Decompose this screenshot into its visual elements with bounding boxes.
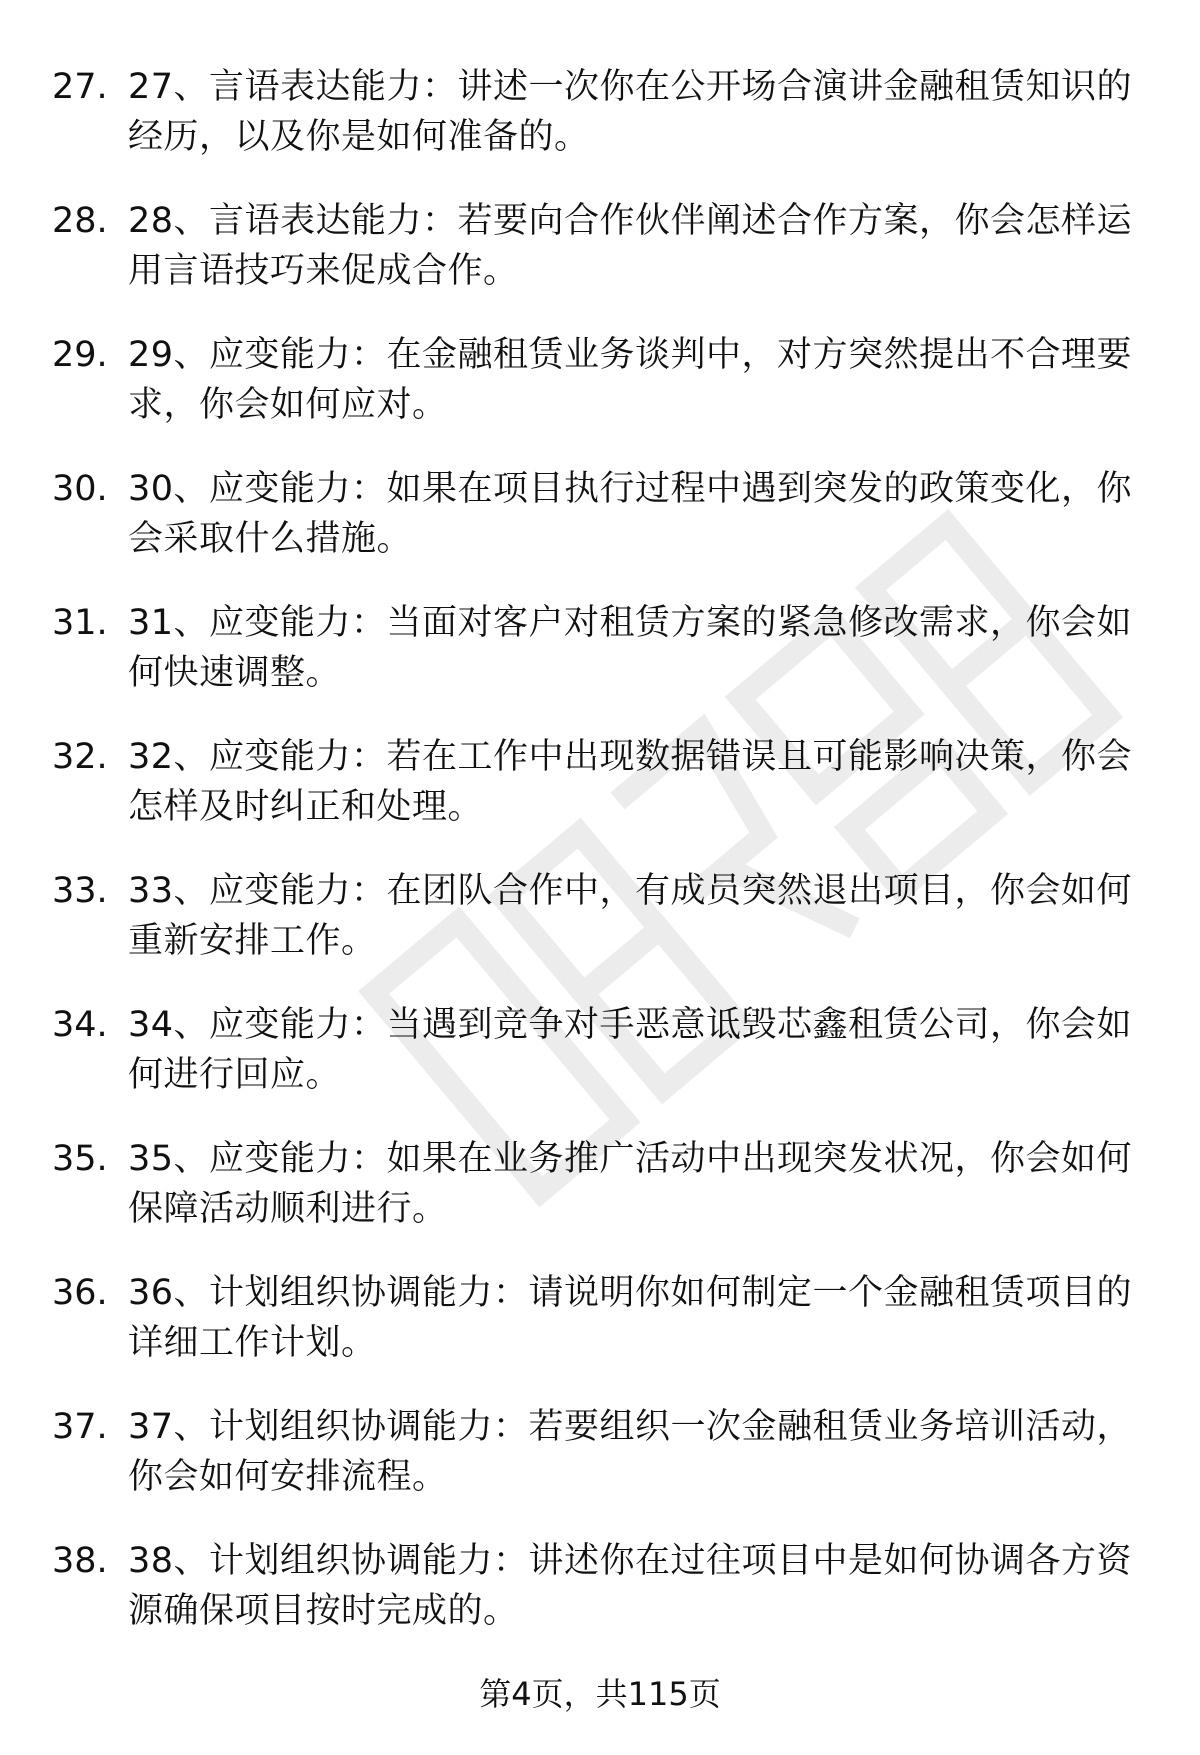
question-text: 34、应变能力：当遇到竞争对手恶意诋毁芯鑫租赁公司，你会如何进行回应。	[128, 1005, 1133, 1095]
question-item	[52, 62, 1152, 162]
question-number: 38.	[52, 1541, 108, 1581]
question-number: 35.	[52, 1139, 108, 1179]
question-number: 31.	[52, 603, 108, 643]
question-number: 28.	[52, 201, 108, 241]
question-number: 34.	[52, 1005, 108, 1045]
page-number-footer: 第4页，共115页	[479, 1675, 721, 1713]
question-item	[52, 1134, 1152, 1234]
question-text: 36、计划组织协调能力：请说明你如何制定一个金融租赁项目的详细工作计划。	[128, 1273, 1133, 1363]
question-item	[52, 866, 1152, 966]
question-list	[52, 62, 1152, 1670]
question-item	[52, 196, 1152, 296]
question-number: 29.	[52, 335, 108, 375]
question-number: 30.	[52, 469, 108, 509]
question-text: 30、应变能力：如果在项目执行过程中遇到突发的政策变化，你会采取什么措施。	[128, 469, 1133, 559]
question-number: 37.	[52, 1407, 108, 1447]
question-text: 27、言语表达能力：讲述一次你在公开场合演讲金融租赁知识的经历，以及你是如何准备的。	[128, 67, 1133, 157]
question-text: 28、言语表达能力：若要向合作伙伴阐述合作方案，你会怎样运用言语技巧来促成合作。	[128, 201, 1133, 291]
question-item	[52, 732, 1152, 832]
question-item	[52, 1268, 1152, 1368]
question-item	[52, 330, 1152, 430]
question-text: 32、应变能力：若在工作中出现数据错误且可能影响决策，你会怎样及时纠正和处理。	[128, 737, 1133, 827]
question-item	[52, 1000, 1152, 1100]
question-text: 33、应变能力：在团队合作中，有成员突然退出项目，你会如何重新安排工作。	[128, 871, 1133, 961]
question-item	[52, 598, 1152, 698]
question-number: 32.	[52, 737, 108, 777]
question-item	[52, 1536, 1152, 1636]
question-number: 27.	[52, 67, 108, 107]
question-text: 35、应变能力：如果在业务推广活动中出现突发状况，你会如何保障活动顺利进行。	[128, 1139, 1133, 1229]
question-item	[52, 464, 1152, 564]
question-item	[52, 1402, 1152, 1502]
question-text: 37、计划组织协调能力：若要组织一次金融租赁业务培训活动，你会如何安排流程。	[128, 1407, 1133, 1497]
question-text: 29、应变能力：在金融租赁业务谈判中，对方突然提出不合理要求，你会如何应对。	[128, 335, 1133, 425]
question-number: 36.	[52, 1273, 108, 1313]
question-number: 33.	[52, 871, 108, 911]
question-text: 31、应变能力：当面对客户对租赁方案的紧急修改需求，你会如何快速调整。	[128, 603, 1133, 693]
question-text: 38、计划组织协调能力：讲述你在过往项目中是如何协调各方资源确保项目按时完成的。	[128, 1541, 1133, 1631]
